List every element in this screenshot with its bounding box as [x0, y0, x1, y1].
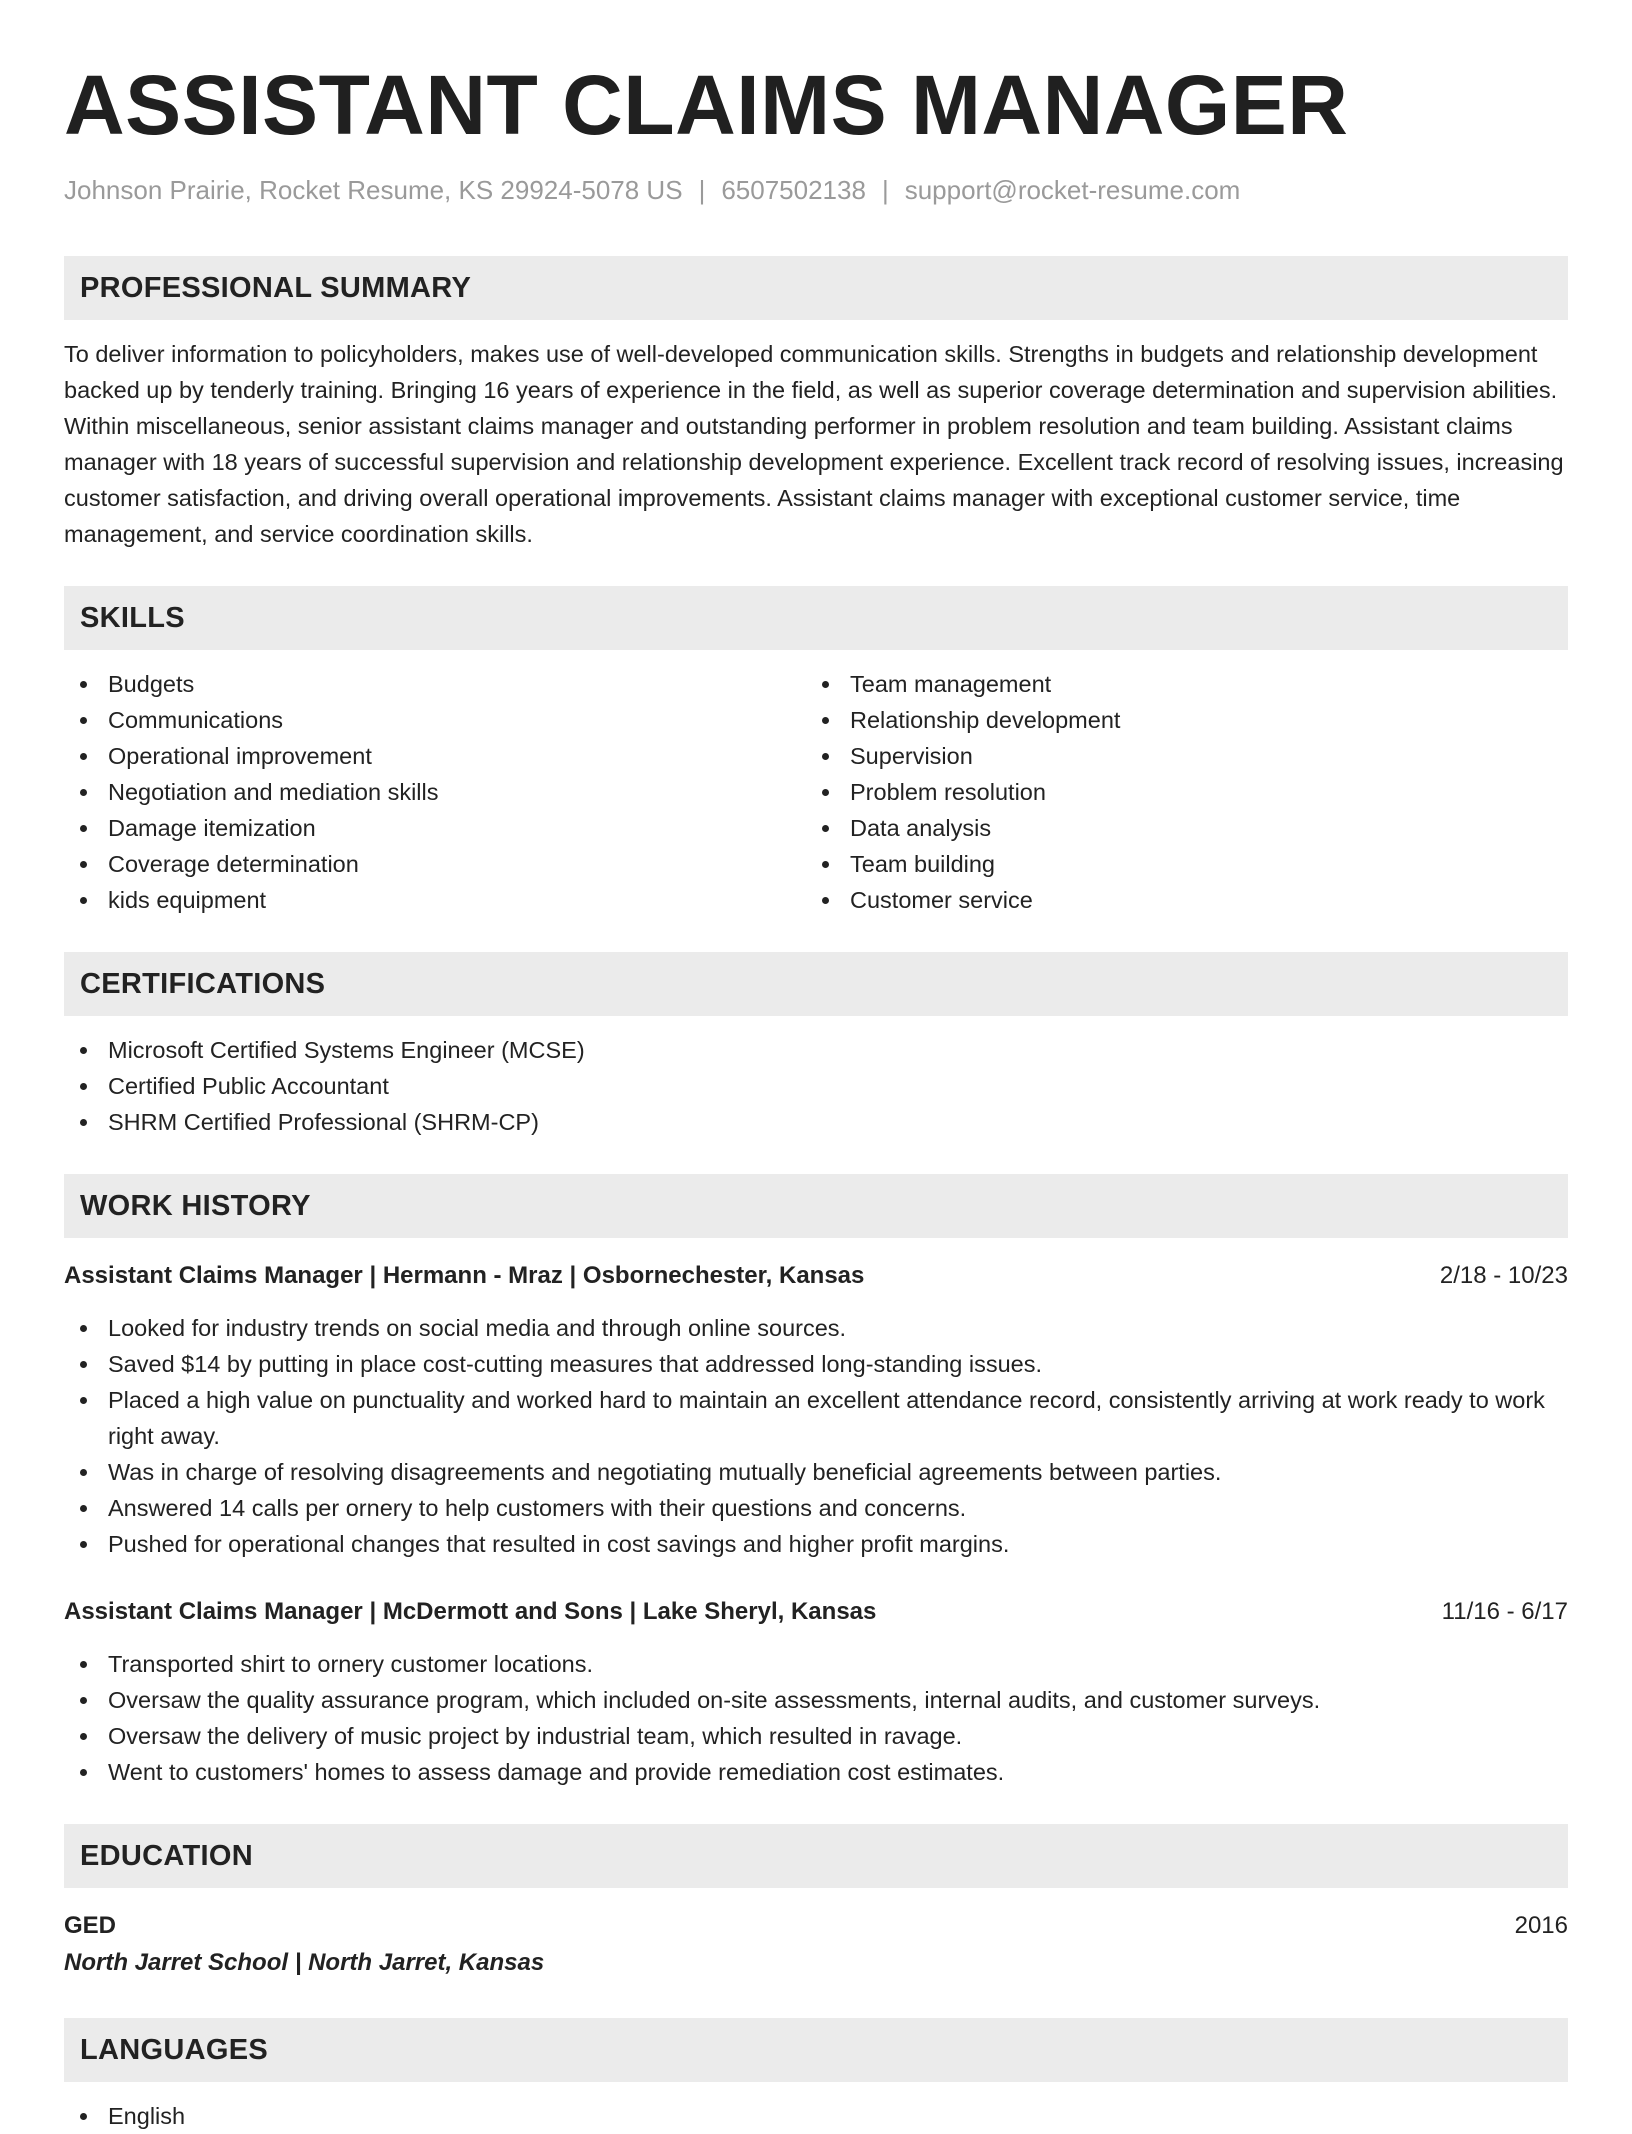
list-item: Communications: [64, 702, 806, 738]
contact-email[interactable]: support@rocket-resume.com: [904, 175, 1241, 205]
skills-columns: [64, 666, 1568, 918]
job-header: [64, 1594, 1568, 1630]
education-school: North Jarret School | North Jarret, Kansas: [64, 1949, 545, 1976]
job-duties-list: [64, 1310, 1568, 1562]
certifications-block: [64, 1032, 1568, 1140]
list-item: Oversaw the delivery of music project by industrial team, which resulted in ravage.: [64, 1718, 1568, 1754]
list-item: kids equipment: [64, 882, 806, 918]
list-item: Went to customers' homes to assess damage and provide remediation cost estimates.: [64, 1754, 1568, 1790]
list-item: Transported shirt to ornery customer locations.: [64, 1646, 1568, 1682]
education-header: [64, 1908, 1568, 1944]
list-item: Answered 14 calls per ornery to help customers with their questions and concerns.: [64, 1490, 1568, 1526]
skills-list-left: [64, 666, 806, 918]
list-item: Budgets: [64, 666, 806, 702]
contact-phone: 6507502138: [721, 175, 866, 205]
list-item: Operational improvement: [64, 738, 806, 774]
job-duties-list: [64, 1646, 1568, 1790]
list-item: Certified Public Accountant: [64, 1068, 1568, 1104]
list-item: Placed a high value on punctuality and worked hard to maintain an excellent attendance record, consistently arriving at work ready to work right away.: [64, 1382, 1568, 1454]
resume-page: [64, 0, 1568, 2134]
certifications-list: [64, 1032, 1568, 1140]
job-duties: [64, 1646, 1568, 1790]
section-heading-education: EDUCATION: [64, 1824, 1568, 1888]
contact-address: Johnson Prairie, Rocket Resume, KS 29924-5078 US: [64, 175, 683, 205]
education-year: 2016: [1514, 1912, 1568, 1939]
contact-separator: |: [881, 175, 889, 205]
summary-paragraph: To deliver information to policyholders, makes use of well-developed communication skills. Strengths in budgets and relationship development backed up by tenderly training. Bringing 16 years of experience in the field, as well as superior coverage determination and supervision abilities. Within miscellaneous, senior assistant claims manager and outstanding performer in problem resolution and team building. Assistant claims manager with 18 years of successful supervision and relationship development experience. Excellent track record of resolving issues, increasing customer satisfaction, and driving overall operational improvements. Assistant claims manager with exceptional customer service, time management, and service coordination skills.: [64, 341, 1564, 547]
list-item: Pushed for operational changes that resulted in cost savings and higher profit margins.: [64, 1526, 1568, 1562]
list-item: Oversaw the quality assurance program, which included on-site assessments, internal audits, and customer surveys.: [64, 1682, 1568, 1718]
education-degree: GED: [64, 1912, 117, 1939]
list-item: Supervision: [806, 738, 1548, 774]
list-item: SHRM Certified Professional (SHRM-CP): [64, 1104, 1568, 1140]
languages-list: [64, 2098, 1568, 2134]
job-title: Assistant Claims Manager | McDermott and Sons | Lake Sheryl, Kansas: [64, 1598, 877, 1625]
list-item: Relationship development: [806, 702, 1548, 738]
section-heading-certifications: CERTIFICATIONS: [64, 952, 1568, 1016]
list-item: Data analysis: [806, 810, 1548, 846]
list-item: Problem resolution: [806, 774, 1548, 810]
list-item: Coverage determination: [64, 846, 806, 882]
skills-list-right: [806, 666, 1548, 918]
resume-title: ASSISTANT CLAIMS MANAGER: [64, 58, 1349, 152]
job-duties: [64, 1310, 1568, 1562]
section-heading-skills: SKILLS: [64, 586, 1568, 650]
contact-line: [64, 174, 1568, 206]
contact-separator: |: [698, 175, 706, 205]
list-item: Damage itemization: [64, 810, 806, 846]
list-item: Was in charge of resolving disagreements and negotiating mutually beneficial agreements between parties.: [64, 1454, 1568, 1490]
section-heading-summary: PROFESSIONAL SUMMARY: [64, 256, 1568, 320]
list-item: English: [64, 2098, 1568, 2134]
section-heading-languages: LANGUAGES: [64, 2018, 1568, 2082]
list-item: Microsoft Certified Systems Engineer (MCSE): [64, 1032, 1568, 1068]
list-item: Customer service: [806, 882, 1548, 918]
job-title: Assistant Claims Manager | Hermann - Mraz | Osbornechester, Kansas: [64, 1262, 865, 1289]
job-dates: 2/18 - 10/23: [1439, 1262, 1568, 1289]
list-item: Team building: [806, 846, 1548, 882]
job-header: [64, 1258, 1568, 1294]
list-item: Saved $14 by putting in place cost-cutting measures that addressed long-standing issues.: [64, 1346, 1568, 1382]
section-heading-work-history: WORK HISTORY: [64, 1174, 1568, 1238]
list-item: Looked for industry trends on social media and through online sources.: [64, 1310, 1568, 1346]
list-item: Negotiation and mediation skills: [64, 774, 806, 810]
job-dates: 11/16 - 6/17: [1441, 1598, 1568, 1625]
languages-block: [64, 2098, 1568, 2134]
list-item: Team management: [806, 666, 1548, 702]
